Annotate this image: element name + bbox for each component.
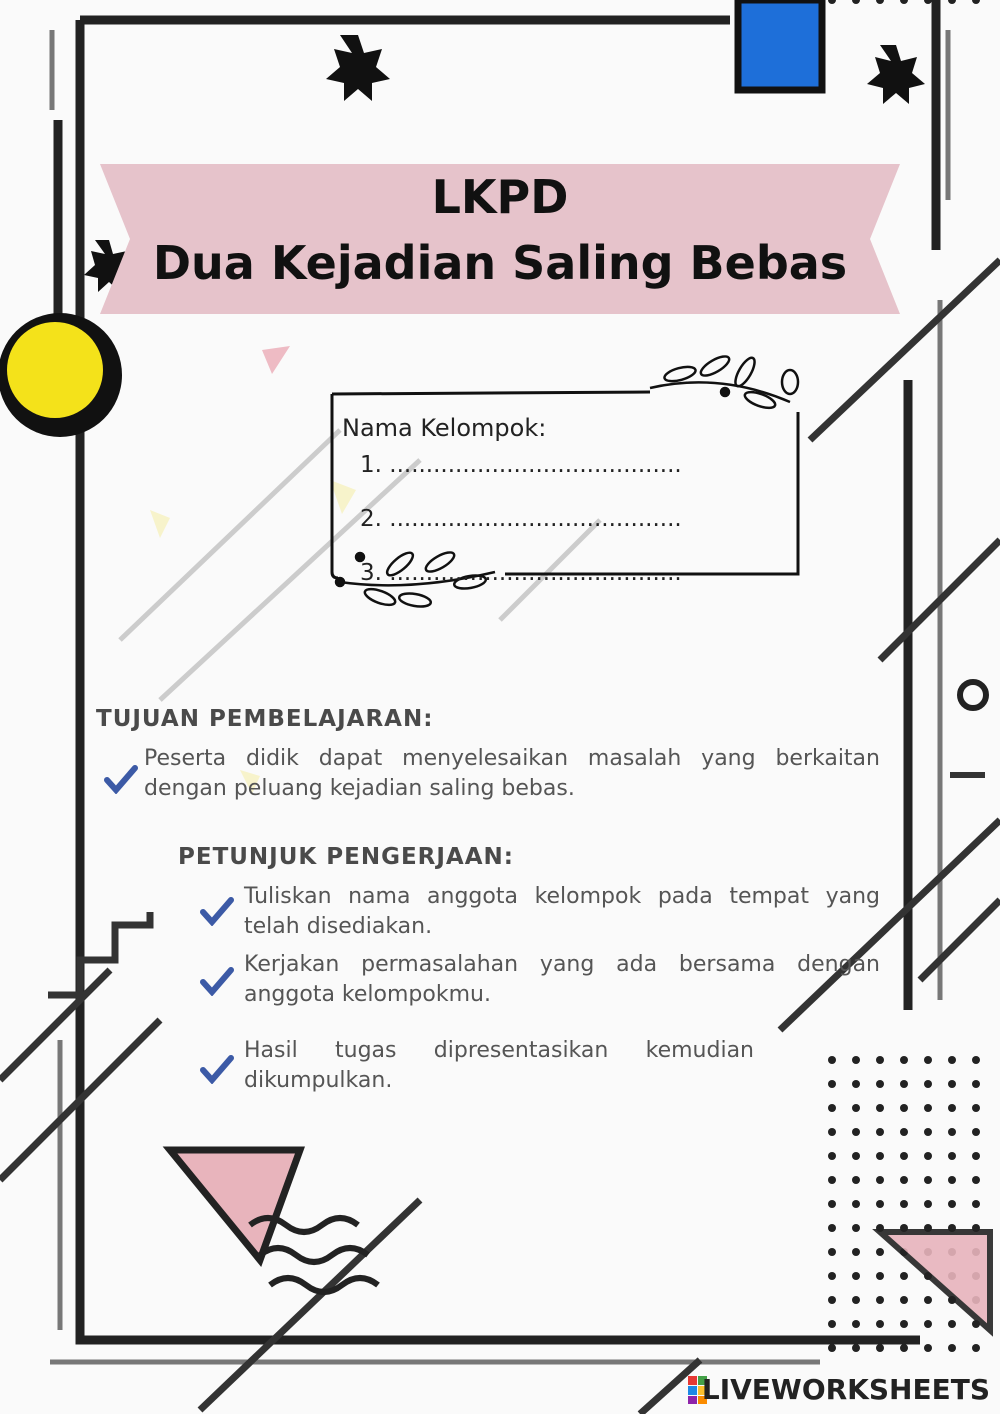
title-banner — [100, 164, 900, 314]
blue-rectangle — [738, 0, 822, 90]
document-code: LKPD — [431, 170, 569, 224]
pink-corner-triangle — [880, 1232, 990, 1330]
objective-item: Peserta didik dapat menyelesaikan masalah yang berkaitan dengan peluang kejadian saling bebas. — [144, 746, 880, 801]
pink-triangle — [170, 1150, 300, 1260]
learning-objective-heading: TUJUAN PEMBELAJARAN: — [96, 706, 434, 732]
leaf-ornament-icon — [650, 353, 798, 411]
check-icon — [200, 966, 234, 996]
cross-shape — [867, 45, 925, 104]
group-name-box — [330, 392, 802, 614]
frame-border — [320, 352, 840, 632]
member-line-1: 1. ........................................ — [360, 452, 682, 478]
check-icon — [200, 896, 234, 926]
check-icon — [104, 764, 138, 794]
instruction-item-3: Hasil tugas dipresentasikan kemudian dikumpulkan. — [244, 1038, 754, 1093]
instruction-item-2: Kerjakan permasalahan yang ada bersama dengan anggota kelompokmu. — [244, 952, 880, 1007]
cross-shape — [326, 35, 390, 101]
liveworksheets-brand[interactable]: LIVEWORKSHEETS — [701, 1373, 990, 1406]
member-line-3: 3. ........................................ — [360, 560, 682, 586]
instructions-heading: PETUNJUK PENGERJAAN: — [178, 844, 514, 870]
group-name-label: Nama Kelompok: — [342, 414, 547, 442]
check-icon — [200, 1054, 234, 1084]
instruction-item-1: Tuliskan nama anggota kelompok pada tempat yang telah disediakan. — [244, 884, 880, 939]
yellow-circle — [7, 322, 103, 418]
document-title: Dua Kejadian Saling Bebas — [152, 236, 848, 290]
member-line-2: 2. ........................................ — [360, 506, 682, 532]
